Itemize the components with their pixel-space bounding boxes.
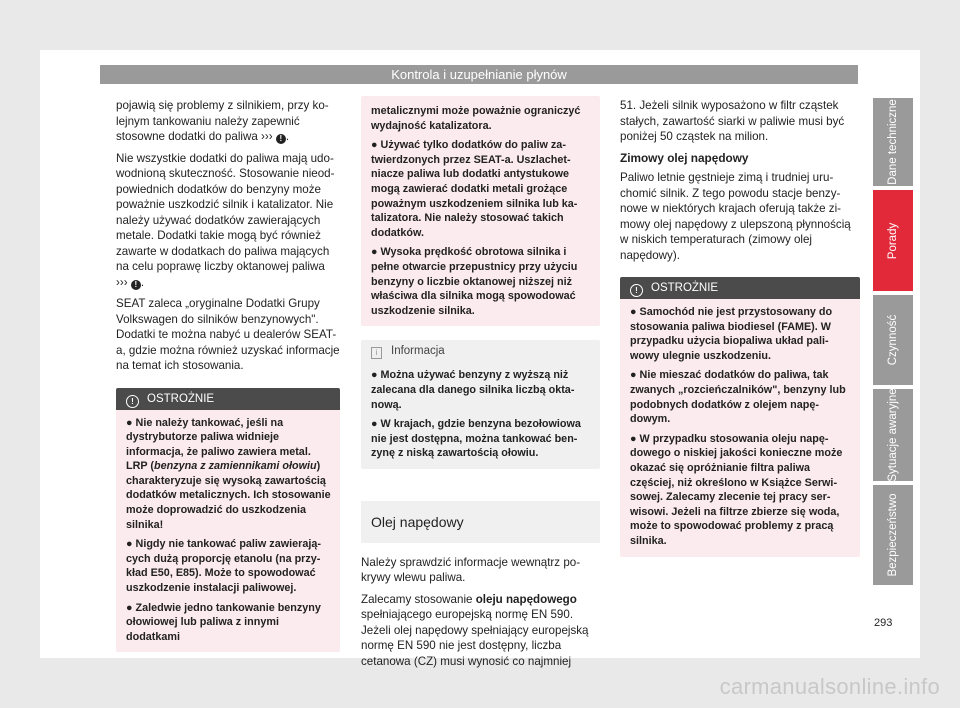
text: ● Nie należy tankować, jeśli na dystrybutorze paliwa widnieje informacja, że paliwo zawiera metal. LRP ( — [126, 416, 311, 473]
info-box-body — [361, 362, 600, 469]
section-title: Olej napędowy — [361, 501, 600, 543]
paragraph — [361, 592, 600, 670]
tab-bezpieczenstwo[interactable] — [873, 485, 913, 585]
tab-sytuacje-awaryjne[interactable] — [873, 389, 913, 481]
column-3 — [620, 98, 860, 557]
column-1 — [116, 98, 340, 652]
paragraph: SEAT zaleca „oryginalne Dodatki Grupy Volkswagen do silników benzynowych". Dodatki te można nabyć u dealerów SEAT-a, gdzie można również uzyskać informacje na temat ich stosowania. — [116, 297, 340, 372]
warning-item: ● Samochód nie jest przystosowany do stosowania paliwa biodiesel (FAME). W przypadku użycia biopaliwa układ paliwowy ulegnie uszkodzeniu. — [630, 306, 833, 362]
warning-box-continued — [361, 96, 600, 326]
arrow-ref: ››› — [116, 275, 128, 289]
warning-box-body — [116, 410, 340, 653]
warning-box-body — [620, 299, 860, 557]
tab-porady[interactable] — [873, 190, 913, 291]
column-2 — [361, 96, 600, 675]
warning-item: ● Nie mieszać dodatków do paliwa, tak zwanych „rozcieńczalników", benzyny lub podobnych dodatków z olejem napędowym. — [630, 369, 846, 426]
subheading: Zimowy olej napędowy — [620, 150, 749, 165]
warning-icon: ! — [131, 280, 141, 290]
info-item: ● W krajach, gdzie benzyna bezołowiowa nie jest dostępna, można tankować benzynę z niską zawartością ołowiu. — [371, 418, 581, 460]
page-number: 293 — [874, 617, 893, 629]
text: ) charakteryzuje się wysoką zawartością dodatków metalicznych. Ich stosowanie może doprowadzić do uszkodzenia silnika! — [126, 460, 331, 531]
bold-text: oleju napędowego — [475, 592, 577, 606]
info-box-header — [361, 340, 600, 362]
info-icon: i — [371, 347, 382, 359]
paragraph-text: Nie wszystkie dodatki do paliwa mają udowodnioną skuteczność. Stosowanie nieodpowiednich dodatków do benzyny może poważnie uszkodzić silnik i katalizator. Nie należy używać dodatków zawierających metale. Dodatki takie mogą być również zawarte w dodatkach do paliwa mających na celu poprawę liczby oktanowej paliwa — [116, 151, 335, 273]
warning-item: ● Nigdy nie tankować paliw zawierających dużą proporcję etanolu (na przykład E50, E85). Może to spowodować uszkodzenie instalacji paliwowej. — [126, 538, 321, 595]
warning-title: OSTROŻNIE — [651, 282, 719, 294]
tab-label: Dane techniczne — [887, 99, 899, 185]
warning-box-header — [116, 388, 340, 410]
info-box — [361, 340, 600, 469]
warning-item: metalicznymi może poważnie ograniczyć wydajność katalizatora. — [371, 105, 581, 132]
page-header: Kontrola i uzupełnianie płynów — [100, 65, 858, 84]
warning-item: ● Wysoka prędkość obrotowa silnika i pełne otwarcie przepustnicy przy użyciu benzyny o liczbie oktanowej niższej niż właściwa dla silnika mogą spowodować uszkodzenie silnika. — [371, 246, 578, 317]
warning-icon: ! — [276, 134, 286, 144]
warning-icon: ! — [126, 395, 139, 408]
text: spełniającego europejską normę EN 590. Jeżeli olej napędowy spełniający europejską normę EN 590 nie jest dostępny, liczba cetanowa (CZ) musi wynosić co najmniej — [361, 608, 589, 668]
warning-box — [116, 388, 340, 653]
warning-item: ● W przypadku stosowania oleju napędowego o niskiej jakości konieczne może okazać się opróżnianie filtra paliwa częściej, niż określono w Książce Serwisowej. Zalecamy zlecenie tej pracy serwisowi. Jeżeli na filtrze zbierze się woda, może to spowodować problemy z pracą silnika. — [630, 432, 843, 547]
tab-label: Sytuacje awaryjne — [887, 388, 899, 482]
warning-item: ● Używać tylko dodatków do paliw zatwierdzonych przez SEAT-a. Uszlachetniacze paliwa lub dodatki antystukowe mogą zawierać dodatki metali grożące poważnym uszkodzeniem silnika lub katalizatora. Nie należy stosować takich dodatków. — [371, 139, 578, 239]
paragraph: Paliwo letnie gęstnieje zimą i trudniej uruchomić silnik. Z tego powodu stacje benzynowe w niektórych krajach oferują także zimowy olej napędowy z ulepszoną płynnością w niskich temperaturach (zimowy olej napędowy). — [620, 171, 851, 262]
info-title: Informacja — [391, 345, 445, 358]
tab-czynnosc[interactable] — [873, 295, 913, 385]
paragraph: 51. Jeżeli silnik wyposażono w filtr cząstek stałych, zawartość siarki w paliwie musi być poniżej 50 cząstek na milion. — [620, 99, 845, 143]
watermark: carmanualsonline.info — [719, 674, 940, 699]
chapter-tabs — [873, 98, 913, 589]
tab-label: Czynność — [887, 314, 899, 366]
italic-text: benzyna z zamiennikami ołowiu — [154, 460, 317, 473]
warning-box-body — [361, 96, 600, 326]
paragraph-text: pojawią się problemy z silnikiem, przy kolejnym tankowaniu należy zapewnić stosowne dodatki do paliwa ››› — [116, 99, 329, 143]
paragraph: Należy sprawdzić informacje wewnątrz pokrywy wlewu paliwa. — [361, 555, 581, 585]
paragraph: pojawią się problemy z silnikiem, przy kolejnym tankowaniu należy zapewnić stosowne dodatki do paliwa ››› ! . — [116, 99, 329, 143]
info-item: ● Można używać benzyny z wyższą niż zalecana dla danego silnika liczbą oktanową. — [371, 369, 575, 411]
warning-item: ● Zaledwie jedno tankowanie benzyny ołowiowej lub paliwa z innymi dodatkami — [126, 601, 321, 643]
tab-label: Porady — [887, 222, 899, 259]
tab-label: Bezpieczeństwo — [887, 493, 899, 577]
text: Zalecamy stosowanie — [361, 592, 476, 606]
warning-box — [620, 277, 860, 557]
warning-item — [126, 416, 331, 533]
paragraph: Nie wszystkie dodatki do paliwa mają udowodnioną skuteczność. Stosowanie nieodpowiednich dodatków do benzyny może poważnie uszkodzić silnik i katalizator. Nie należy używać dodatków zawierających metale. Dodatki takie mogą być również zawarte w dodatkach do paliwa mających na celu poprawę liczby oktanowej paliwa ››› ! . — [116, 151, 335, 289]
warning-title: OSTROŻNIE — [147, 392, 215, 405]
tab-dane-techniczne[interactable] — [873, 98, 913, 186]
warning-box-header — [620, 277, 860, 299]
warning-icon: ! — [630, 284, 643, 297]
